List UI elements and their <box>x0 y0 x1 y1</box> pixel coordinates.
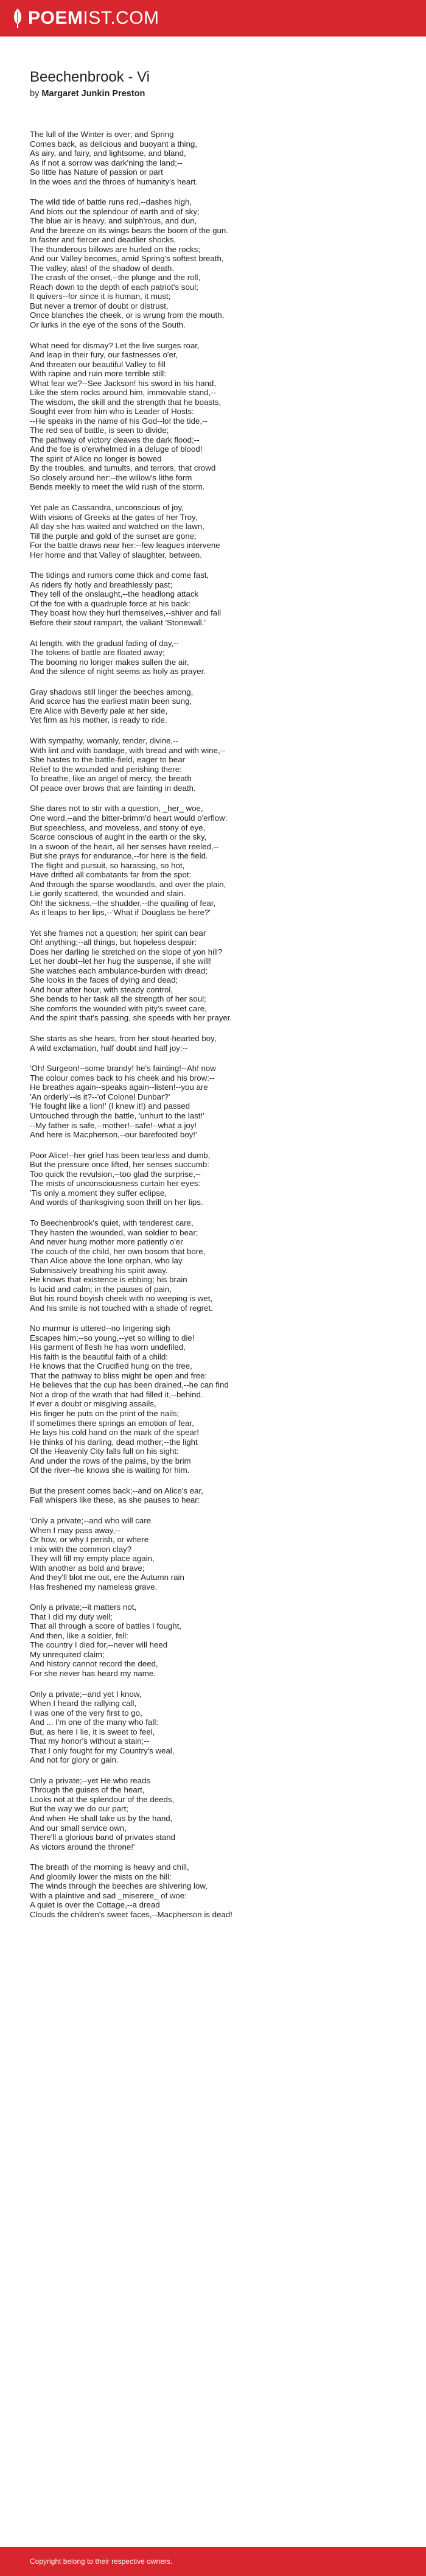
poem-line: The thunderous billows are hurled on the rocks; <box>30 244 201 254</box>
poem-line: And through the sparse woodlands, and over the plain, <box>30 879 226 889</box>
poem-line: He knows that the Crucified hung on the tree, <box>30 1361 192 1371</box>
poem-line: That I only fought for my Country's weal, <box>30 1746 175 1755</box>
poem-line: The wild tide of battle runs red,--dashes high, <box>30 197 192 207</box>
poem-line: Oh! the sickness,--the shudder,--the quailing of fear, <box>30 898 216 908</box>
poem-line: Or how, or why I perish, or where <box>30 1535 149 1545</box>
poem-line: With lint and with bandage, with bread and with wine,-- <box>30 745 226 755</box>
poem-line: And here is Macpherson,--our barefooted boy!' <box>30 1130 197 1140</box>
poem-line: Before their stout rampart, the valiant 'Stonewall.' <box>30 617 206 627</box>
poem-line: Escapes him;--so young,--yet so willing to die! <box>30 1333 195 1342</box>
poem-line: With another as bold and brave; <box>30 1563 145 1573</box>
stanza <box>30 1776 407 1851</box>
poem-content <box>30 68 407 1931</box>
poem-line: In a swoon of the heart, all her senses have reeled,-- <box>30 841 219 851</box>
poem-line: But the present comes back;--and on Alice's ear, <box>30 1486 203 1495</box>
poem-line: The crash of the onset,--the plunge and the roll, <box>30 273 201 283</box>
poem-line: And history cannot record the deed, <box>30 1659 158 1669</box>
stanza <box>30 1862 407 1919</box>
poem-line: Fall whispers like these, as she pauses to hear: <box>30 1495 200 1505</box>
poem-line: As riders fly hotly and breathlessly past; <box>30 580 173 589</box>
poem-line: The winds through the beeches are shivering low, <box>30 1881 208 1891</box>
poem-line: What need for dismay? Let the live surges roar, <box>30 340 200 350</box>
stanza <box>30 1064 407 1139</box>
poem-line: When I heard the rallying call, <box>30 1699 137 1708</box>
byline <box>30 88 407 100</box>
poem-line: In the woes and the throes of humanity's heart. <box>30 177 198 186</box>
by-label: by <box>30 89 40 99</box>
poem-line: His finger he puts on the print of the nails; <box>30 1408 180 1418</box>
poem-line: And ... I'm one of the many who fall: <box>30 1718 158 1727</box>
poem-line: So closely around her:--the willow's lithe form <box>30 472 192 482</box>
logo-text-bold: POEM <box>28 8 83 28</box>
poem-line: All day she has waited and watched on the lawn, <box>30 522 204 532</box>
poem-line: Once blanches the cheek, or is wrung from the mouth, <box>30 311 225 320</box>
poem-line: But the pressure once lifted, her senses succumb: <box>30 1160 209 1170</box>
poem-line: Of the Heavenly City falls full on his sight: <box>30 1447 179 1456</box>
poem-line: She hastes to the battle-field, eager to bear <box>30 755 186 765</box>
poem-line: If sometimes there springs an emotion of fear, <box>30 1418 194 1428</box>
poem-line: When I may pass away,-- <box>30 1525 121 1535</box>
poem-line: For she never has heard my name. <box>30 1668 156 1678</box>
poem-line: 'Oh! Surgeon!--some brandy! he's fainting!--Ah! now <box>30 1064 216 1073</box>
poem-line: Oh! anything;--all things, but hopeless despair: <box>30 938 197 947</box>
poem-line: Is lucid and calm; in the pauses of pain, <box>30 1284 172 1294</box>
stanza <box>30 503 407 560</box>
poem-line: The country I died for,--never will heed <box>30 1640 168 1650</box>
poem-line: Bends meekly to meet the wild rush of the storm. <box>30 482 205 492</box>
poem-line: That I did my duty well; <box>30 1612 113 1621</box>
stanza <box>30 1690 407 1765</box>
stanza <box>30 1486 407 1505</box>
poem-line: Ere Alice with Beverly pale at her side, <box>30 706 168 715</box>
poem-line: Than Alice above the lone orphan, who lay <box>30 1256 183 1266</box>
poem-line: The pathway of victory cleaves the dark flood;-- <box>30 435 200 444</box>
poem-line: The flight and pursuit, so harassing, so hot, <box>30 860 185 870</box>
poem-line: --My father is safe,--mother!--safe!--what a joy! <box>30 1120 197 1130</box>
poem-line: But the way we do our part; <box>30 1804 128 1814</box>
poem-line: And the foe is o'erwhelmed in a deluge of blood! <box>30 444 203 454</box>
poem-line: --He speaks in the name of his God--lo! the tide,-- <box>30 416 208 426</box>
poem-line: And leap in their fury, our fastnesses o'er, <box>30 350 178 360</box>
stanza <box>30 804 407 917</box>
poem-line: And when He shall take us by the hand, <box>30 1814 173 1823</box>
stanza <box>30 1602 407 1678</box>
poem-line: She dares not to stir with a question, _her_ woe, <box>30 804 203 813</box>
poem-line: Or lurks in the eye of the sons of the South. <box>30 320 186 329</box>
poem-line: She starts as she hears, from her stout-hearted boy, <box>30 1034 217 1044</box>
poem-line: Let her doubt--let her hug the suspense, if she will! <box>30 956 211 966</box>
poem-line: It quivers--for since it is human, it must; <box>30 292 171 301</box>
poem-line: To Beechenbrook's quiet, with tenderest care, <box>30 1218 194 1227</box>
poem-line: And threaten our beautiful Valley to fill <box>30 359 166 369</box>
poem-line: Yet she frames not a question; her spirit can bear <box>30 928 206 938</box>
poem-line: Till the purple and gold of the sunset are gone; <box>30 531 197 541</box>
poem-line: 'He fought like a lion!' (I knew it!) and passed <box>30 1101 190 1111</box>
poem-line: And then, like a soldier, fell: <box>30 1630 128 1640</box>
poem-line: Not a drop of the wrath that had filled it,--behind. <box>30 1389 203 1399</box>
stanza <box>30 1218 407 1313</box>
poem-line: Submissively breathing his spirit away. <box>30 1265 168 1275</box>
poem-line: As if not a sorrow was dark'ning the land;-- <box>30 158 183 167</box>
poem-line: But speechless, and moveless, and stony of eye, <box>30 823 206 832</box>
poem-line: And blots out the splendour of earth and of sky; <box>30 206 200 216</box>
poem-line: And scarce has the earliest matin been sung, <box>30 697 192 706</box>
poem-line: They boast how they hurl themselves,--shiver and fall <box>30 608 222 618</box>
poem-line: To breathe, like an angel of mercy, the breath <box>30 774 192 784</box>
poem-line: As victors around the throne!' <box>30 1842 135 1851</box>
poem-line: Of the river--he knows she is waiting for him. <box>30 1465 190 1475</box>
poem-line: Lie gorily scattered, the wounded and slain. <box>30 889 186 899</box>
poem-line: At length, with the gradual fading of day,-- <box>30 638 180 648</box>
poem-line: They hasten the wounded, wan soldier to bear; <box>30 1227 198 1237</box>
stanza <box>30 1324 407 1475</box>
stanza <box>30 639 407 676</box>
poem-line: By the troubles, and tumults, and terrors, that crowd <box>30 463 216 473</box>
poem-line: Clouds the children's sweet faces,--Macpherson is dead! <box>30 1909 232 1919</box>
poem-line: The couch of the child, her own bosom that bore, <box>30 1246 206 1256</box>
poem-line: The spirit of Alice no longer is bowed <box>30 454 162 463</box>
stanza <box>30 570 407 627</box>
poem-line: No murmur is uttered--no lingering sigh <box>30 1324 170 1333</box>
poem-line: I was one of the very first to go, <box>30 1708 142 1718</box>
poem-line: Scarce conscious of aught in the earth or the sky, <box>30 832 207 842</box>
poem-line: And they'll blot me out, ere the Autumn rain <box>30 1573 184 1582</box>
poem-line: That my honor's without a stain;-- <box>30 1736 150 1746</box>
poem-line: That all through a score of battles I fought, <box>30 1621 182 1631</box>
poem-line: For the battle draws near her:--few leagues intervene <box>30 541 220 550</box>
poem-line: As it leaps to her lips,--'What if Douglass be here?' <box>30 908 211 918</box>
poem-line: The tokens of battle are floated away; <box>30 648 165 658</box>
poem-line: They will fill my empty place again, <box>30 1554 155 1563</box>
poem-line: The valley, alas! of the shadow of death. <box>30 263 175 273</box>
poem-line: He thinks of his darling, dead mother;--the light <box>30 1437 198 1447</box>
poem-line: In faster and fiercer and deadlier shocks, <box>30 235 176 245</box>
poem-line: With a plaintive and sad _miserere_ of woe: <box>30 1890 187 1900</box>
poem-line: He lays his cold hand on the mark of the spear! <box>30 1428 199 1437</box>
poem-line: She looks in the faces of dying and dead; <box>30 975 178 985</box>
logo-text-light: IST.COM <box>83 8 159 28</box>
stanza <box>30 1516 407 1592</box>
poem-line: He believes that the cup has been drained,--he can find <box>30 1380 229 1390</box>
poem-line: Too quick the revulsion,--too glad the surprise,-- <box>30 1169 201 1179</box>
poem-title: Beechenbrook - Vi <box>30 69 150 85</box>
poem-line: Yet firm as his mother, is ready to ride. <box>30 715 167 725</box>
poem-line: Poor Alice!--her grief has been tearless and dumb, <box>30 1150 211 1160</box>
poem-line: He breathes again--speaks again--listen!--you are <box>30 1083 208 1092</box>
stanza <box>30 197 407 329</box>
poem-line: But his round boyish cheek with no weeping is wet, <box>30 1294 213 1304</box>
poem-line: Reach down to the depth of each patriot's soul; <box>30 282 198 292</box>
poem-line: The blue air is heavy, and sulph'rous, and dun, <box>30 216 197 226</box>
poem-line: The breath of the morning is heavy and chill, <box>30 1862 189 1872</box>
copyright-text: Copyright belong to their respective owners. <box>30 2557 173 2566</box>
poem-line: They tell of the onslaught,--the headlong attack <box>30 589 199 599</box>
poem-line: Of the foe with a quadruple force at his back: <box>30 598 190 608</box>
poem-line: I mix with the common clay? <box>30 1544 132 1554</box>
poem-line: There'll a glorious band of privates stand <box>30 1833 176 1842</box>
poem-line: So little has Nature of passion or part <box>30 167 163 177</box>
site-logo[interactable] <box>11 8 159 29</box>
poem-line: Relief to the wounded and perishing there: <box>30 764 182 774</box>
poem-line: His faith is the beautiful faith of a child: <box>30 1352 168 1361</box>
poem-line: He knows that existence is ebbing; his brain <box>30 1275 187 1285</box>
poem-line: Looks not at the splendour of the deeds, <box>30 1794 175 1804</box>
poem-line: His garment of flesh he has worn undefiled, <box>30 1342 186 1352</box>
poem-line: Through the guises of the heart, <box>30 1785 145 1795</box>
poem-line: The wisdom, the skill and the strength that he boasts, <box>30 397 222 407</box>
poem-line: And hour after hour, with steady control, <box>30 984 173 994</box>
poem-line: Her home and that Valley of slaughter, between. <box>30 550 202 560</box>
poem-line: She bends to her task all the strength of her soul; <box>30 994 206 1004</box>
poem-line: One word,--and the bitter-brimm'd heart would o'erflow: <box>30 813 228 823</box>
poem-line: Like the stern rocks around him, immovable stand,-- <box>30 388 216 398</box>
stanza <box>30 130 407 186</box>
poem-line: The booming no longer makes sullen the air, <box>30 657 189 667</box>
stanza <box>30 687 407 725</box>
quill-pen-icon <box>11 8 24 29</box>
stanza <box>30 1034 407 1053</box>
poem-line: With visions of Greeks at the gates of her Troy, <box>30 512 198 522</box>
poem-line: And gloomily lower the mists on the hill: <box>30 1872 172 1881</box>
poem-line: What fear we?--See Jackson! his sword in his hand, <box>30 378 216 388</box>
logo-text <box>28 9 159 27</box>
poem-line: And words of thanksgiving soon thrill on her lips. <box>30 1198 203 1207</box>
poem-line: She watches each ambulance-burden with dread; <box>30 966 208 975</box>
poem-line: Sought ever from him who is Leader of Hosts: <box>30 407 194 416</box>
poem-line: She comforts the wounded with pity's sweet care, <box>30 1003 207 1013</box>
stanza <box>30 341 407 492</box>
poem-line: And not for glory or gain. <box>30 1755 119 1765</box>
poem-line: And the spirit that's passing, she speeds with her prayer. <box>30 1013 232 1023</box>
poem-line: And our small service own, <box>30 1823 127 1833</box>
poem-line: Have drifted all combatants far from the spot: <box>30 870 192 880</box>
poem-line: With rapine and ruin more terrible still: <box>30 369 166 379</box>
poem-line: But, as here I lie, it is sweet to feel, <box>30 1727 155 1736</box>
site-footer <box>0 2547 426 2576</box>
stanza <box>30 736 407 793</box>
poem-line: Only a private;--yet He who reads <box>30 1775 151 1785</box>
poem-line: With sympathy, womanly, tender, divine,-- <box>30 736 179 746</box>
poem-line: Comes back, as delicious and buoyant a thing, <box>30 139 197 149</box>
poem-line: The tidings and rumors come thick and come fast, <box>30 570 209 580</box>
poem-line: Of peace over brows that are fainting in death. <box>30 783 196 793</box>
poem-line: Does her darling lie stretched on the slope of yon hill? <box>30 947 223 956</box>
poem-line: That the pathway to bliss might be open and free: <box>30 1370 208 1380</box>
poem-line: The red sea of battle, is seen to divide; <box>30 426 169 435</box>
poem-line: Gray shadows still linger the beeches among, <box>30 687 194 697</box>
poem-line: The colour comes back to his cheek and his brow:-- <box>30 1073 215 1083</box>
poem-line: And never hung mother more patiently o'er <box>30 1237 183 1247</box>
poem-line: Only a private;--it matters not, <box>30 1602 137 1612</box>
poem-line: Yet pale as Cassandra, unconscious of joy, <box>30 503 184 513</box>
poem-line: A wild exclamation, half doubt and half joy:-- <box>30 1043 188 1053</box>
poem-line: The mists of unconsciousness curtain her eyes: <box>30 1179 201 1188</box>
poem-line: But never a tremor of doubt or distrust, <box>30 301 169 311</box>
poem-line: But she prays for endurance,--for here is the field. <box>30 851 208 861</box>
poem-line: And his smile is not touched with a shade of regret. <box>30 1303 213 1313</box>
poem-line: And under the rows of the palms, by the brim <box>30 1456 191 1465</box>
poem-line: And the silence of night seems as holy as prayer. <box>30 667 206 676</box>
poem-line: Only a private;--and yet I know, <box>30 1689 142 1699</box>
stanza <box>30 928 407 1023</box>
poem-line: If ever a doubt or misgiving assails, <box>30 1399 156 1409</box>
poem-line: Untouched through the battle, 'unhurt to the last!' <box>30 1111 204 1120</box>
poem-body <box>30 130 407 1919</box>
site-header <box>0 0 426 37</box>
poem-line: The lull of the Winter is over; and Spring <box>30 130 174 139</box>
poem-line: A quiet is over the Cottage,--a dread <box>30 1900 160 1910</box>
poem-line: And the breeze on its wings bears the boom of the gun. <box>30 225 228 235</box>
poem-line: My unrequited claim; <box>30 1649 105 1659</box>
poem-line: 'Only a private;--and who will care <box>30 1516 152 1525</box>
poem-line: As airy, and fairy, and lightsome, and bland, <box>30 149 186 158</box>
poem-line: And our Valley becomes, amid Spring's softest breath, <box>30 254 224 264</box>
poem-line: 'An orderly'--is it?--'of Colonel Dunbar?' <box>30 1092 170 1101</box>
author-link[interactable]: Margaret Junkin Preston <box>41 89 145 99</box>
poem-line: 'Tis only a moment they suffer eclipse, <box>30 1188 167 1198</box>
poem-line: Has freshened my nameless grave. <box>30 1582 158 1592</box>
stanza <box>30 1151 407 1207</box>
